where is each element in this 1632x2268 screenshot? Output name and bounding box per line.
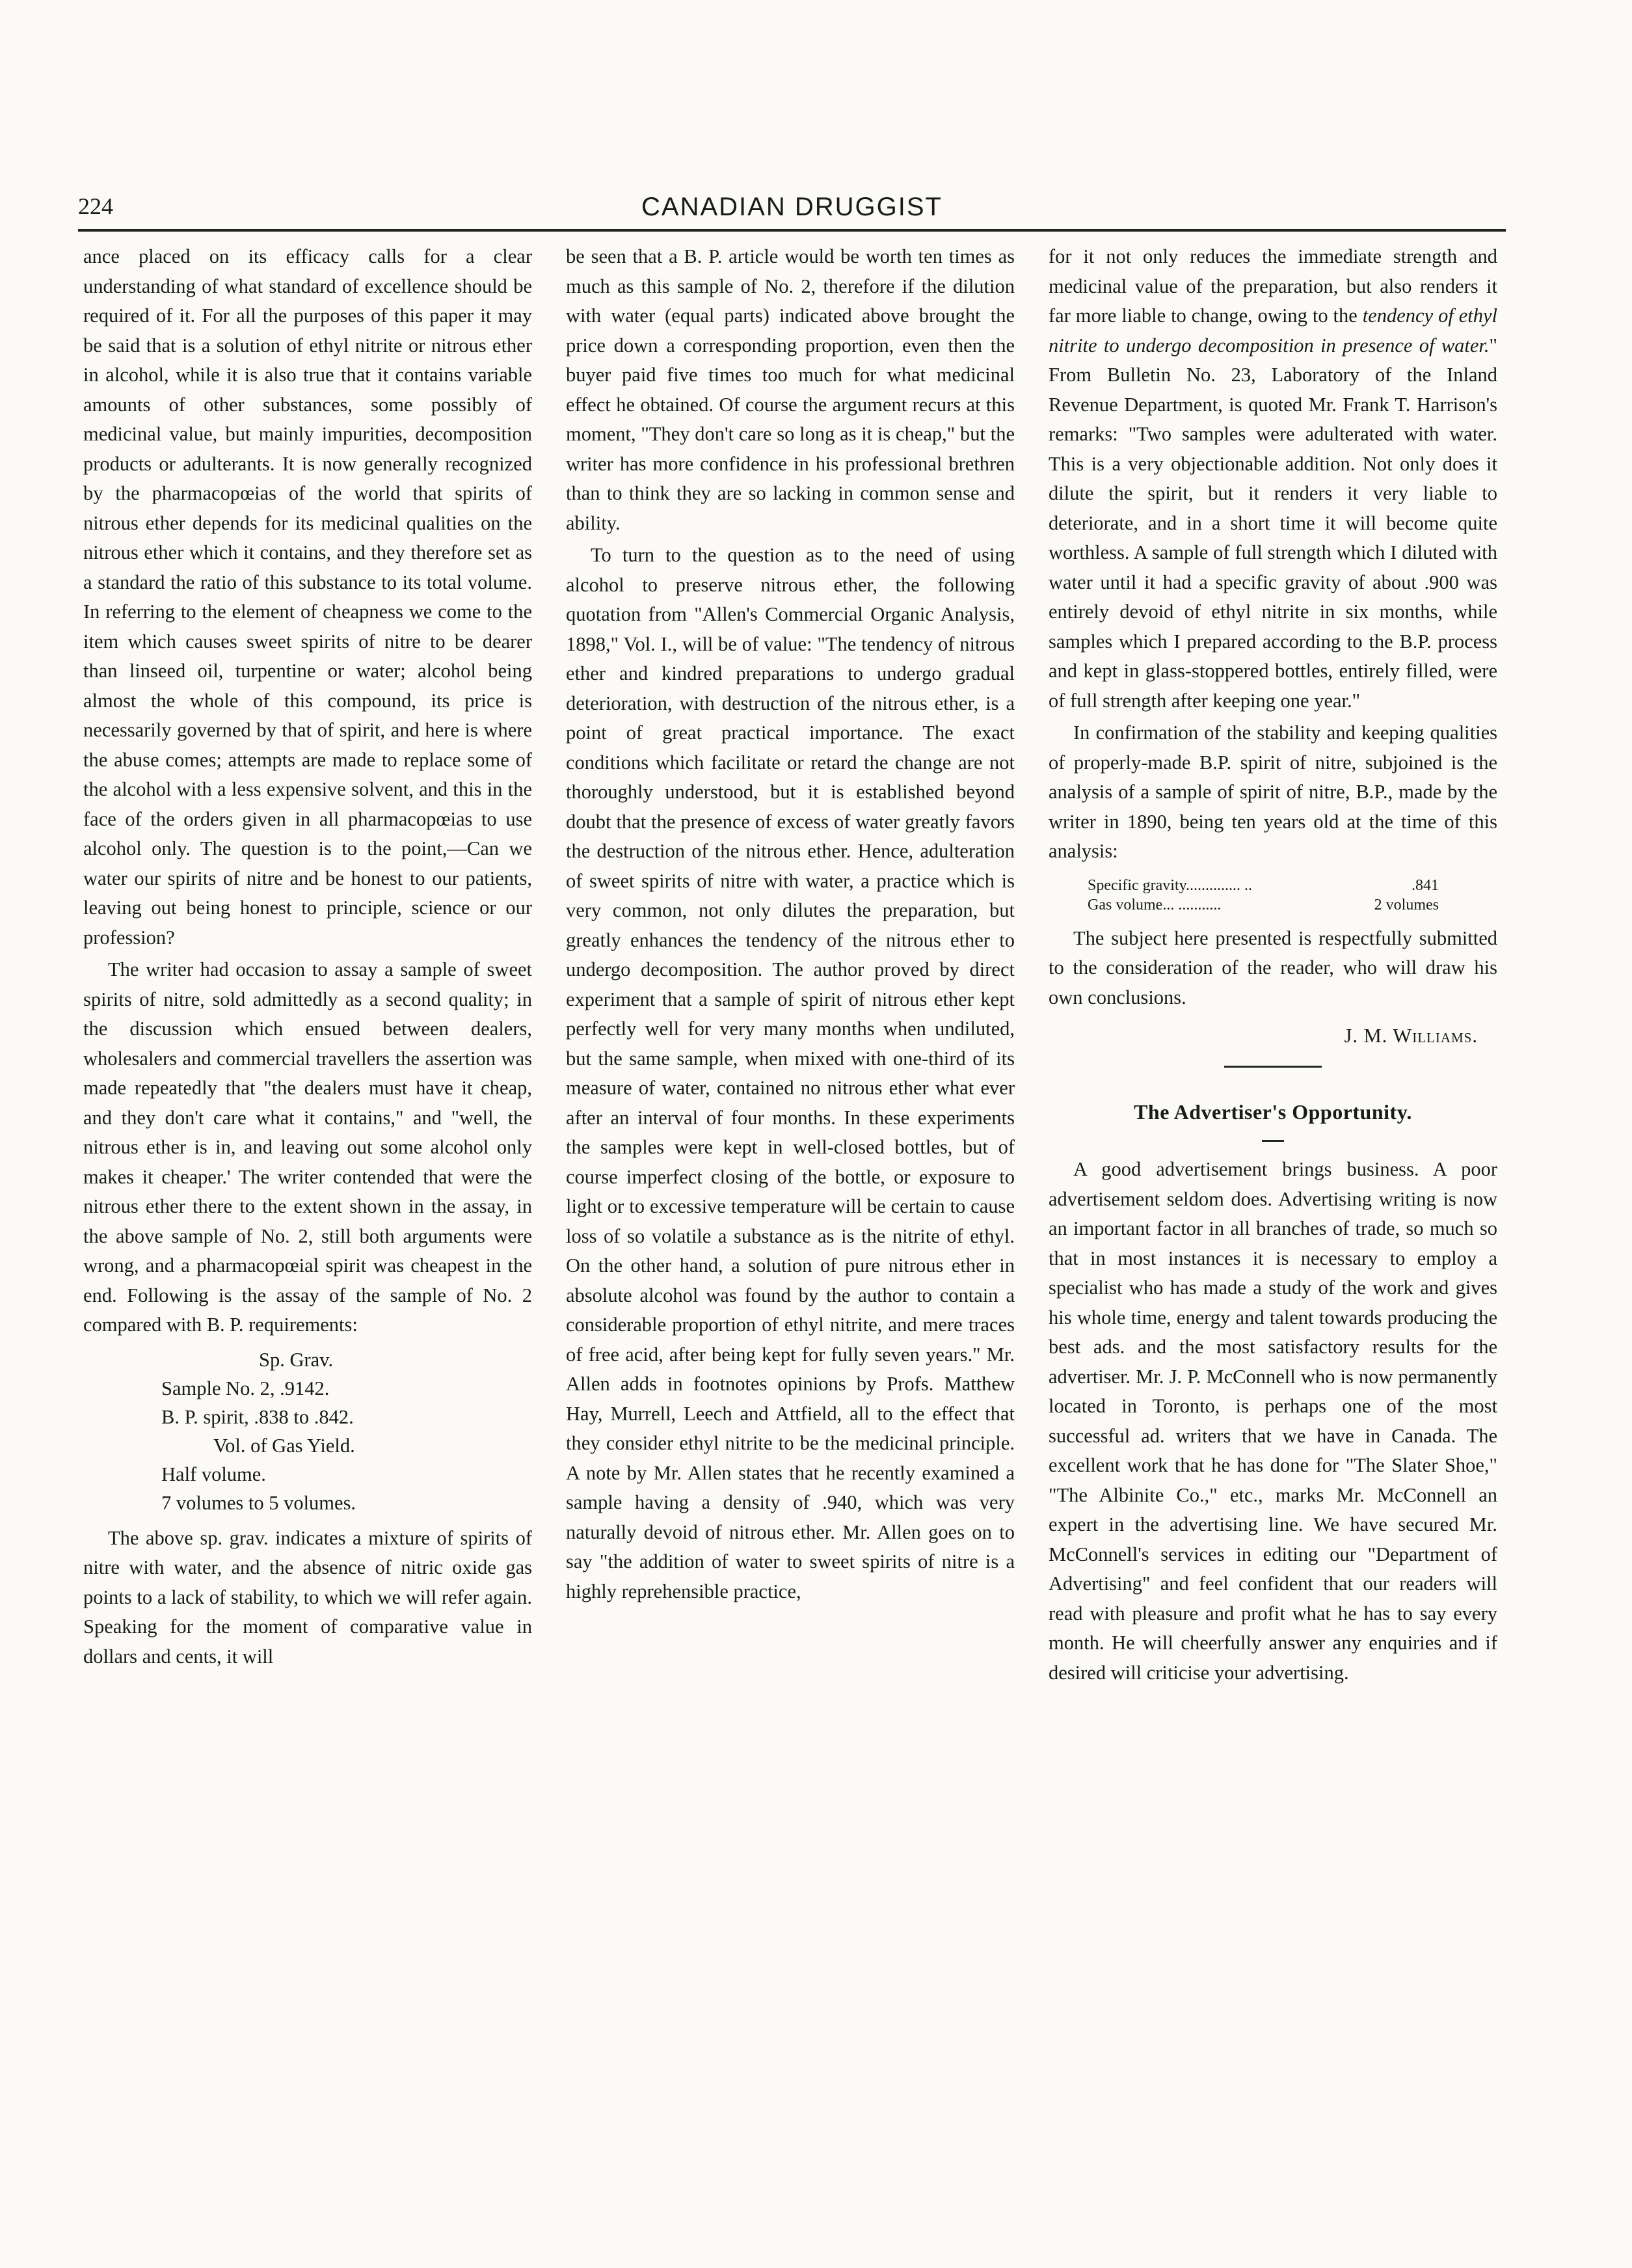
analysis-row [1088, 876, 1439, 895]
paragraph: The writer had occasion to assay a sample of sweet spirits of nitre, sold admittedly as a second quality; in the discussion which ensued between dealers, wholesalers and commercial travellers the assertion was made repeatedly that "the dealers must have it cheap, and they don't care what it contains," and "well, the nitrous ether is in, and leaving out some alcohol only makes it cheaper.' The writer contended that were the nitrous ether there to the extent shown in the assay, in the above sample of No. 2, still both arguments were wrong, and a pharmacopœial spirit was cheapest in the end. Following is the assay of the sample of No. 2 compared with B. P. requirements: [83, 958, 532, 1336]
paragraph: To turn to the question as to the need of using alcohol to preserve nitrous ether, the following quotation from "Allen's Commercial Organic Analysis, 1898," Vol. I., will be of value: "The tendency of nitrous ether and kindred preparations to undergo gradual deterioration, with destruction of the nitrous ether, is a point of great practical importance. The exact conditions which facilitate or retard the change are not thoroughly understood, but it is established beyond doubt that the presence of excess of water greatly favors the destruction of the nitrous ether. Hence, adulteration of sweet spirits of nitre with water, a practice which is very common, not only dilutes the preparation, but greatly enhances the tendency of the nitrous ether to undergo decomposition. The author proved by direct experiment that a sample of spirit of nitrous ether kept perfectly well for very many months when undiluted, but the same sample, when mixed with one-third of its measure of water, contained no nitrous ether what ever after an interval of four months. In these experiments the samples were kept in well-closed bottles, but of course imperfect closing of the bottle, or exposure to light or to excessive temperature will be certain to cause loss of so volatile a substance as is the nitrite of ethyl. On the other hand, a solution of pure nitrous ether in absolute alcohol was found by the author to contain a considerable proportion of ethyl nitrite, and mere traces of free acid, after being kept for fully seven years." Mr. Allen adds in footnotes opinions by Profs. Matthew Hay, Murrell, Leech and Attfield, all to the effect that they consider ethyl nitrite to be the medicinal principle. A note by Mr. Allen states that he recently examined a sample having a density of .940, which was very naturally devoid of nitrous ether. Mr. Allen goes on to say "the addition of water to sweet spirits of nitre is a highly reprehensible practice, [566, 544, 1015, 1602]
page-header [78, 193, 1506, 223]
assay-table [83, 1345, 532, 1517]
gas-volume-label: Gas volume... ........... [1088, 896, 1222, 913]
assay-sp-grav-heading: Sp. Grav. [259, 1348, 334, 1371]
specific-gravity-value: .841 [1411, 876, 1439, 894]
section-title: The Advertiser's Opportunity. [1134, 1100, 1412, 1124]
analysis-table [1088, 876, 1439, 915]
paragraph: In confirmation of the stability and keeping qualities of properly-made B.P. spirit of nitre, subjoined is the analysis of a sample of spirit of nitre, B.P., made by the writer in 1890, being ten years old at the time of this analysis: [1049, 722, 1497, 862]
assay-gas-heading: Vol. of Gas Yield. [213, 1434, 355, 1457]
header-rule [78, 229, 1506, 232]
gas-volume-value: 2 volumes [1374, 896, 1439, 913]
paragraph: The subject here presented is respectfully submitted to the consideration of the reader, who will draw his own conclusions. [1049, 926, 1497, 1008]
text-run: " From Bulletin No. 23, Laboratory of the Inland Revenue Department, is quoted Mr. Frank T. Harrison's remarks: "Two samples were adulterated with water. This is a very objectionable addition. Not only does it dilute the spirit, but it renders it very liable to deteriorate, and in a short time it will become quite worthless. A sample of full strength which I diluted with water until it had a specific gravity of about .900 was entirely devoid of ethyl nitrite in six months, while samples which I prepared according to the B.P. process and kept in glass-stoppered bottles, entirely filled, were of full strength after keeping one year." [1049, 334, 1497, 712]
assay-bp-line: B. P. spirit, .838 to .842. [161, 1405, 354, 1428]
italic-quote: tendency of ethyl nitrite to undergo decomposition in presence of water. [1049, 304, 1497, 357]
specific-gravity-label: Specific gravity.............. .. [1088, 876, 1253, 894]
column-3 [1049, 242, 1497, 2226]
paragraph: be seen that a B. P. article would be worth ten times as much as this sample of No. 2, therefore if the dilution with water (equal parts) indicated above brought the price down a corresponding proportion, even then the buyer paid five times too much for what medicinal effect he obtained. Of course the argument recurs at this moment, "They don't care so long as it is cheap," but the writer has more confidence in his professional brethren than to think they are so lacking in common sense and ability. [566, 245, 1015, 534]
assay-half-volume: Half volume. [161, 1463, 266, 1485]
title-dash [1262, 1140, 1284, 1142]
column-2 [566, 242, 1015, 2226]
section-divider [1224, 1066, 1322, 1068]
assay-volumes-line: 7 volumes to 5 volumes. [161, 1491, 356, 1514]
paragraph: The above sp. grav. indicates a mixture of spirits of nitre with water, and the absence of nitric oxide gas points to a lack of stability, to which we will refer again. Speaking for the moment of comparative value in dollars and cents, it will [83, 1526, 532, 1667]
journal-title: CANADIAN DRUGGIST [641, 193, 943, 221]
author-signature: J. M. Williams. [1344, 1025, 1478, 1047]
text-run: for it not only reduces the immediate strength and medicinal value of the preparation, but also renders it far more liable to change, owing to the [1049, 245, 1497, 327]
analysis-row [1088, 895, 1439, 915]
column-1 [83, 242, 532, 2226]
paragraph: ance placed on its efficacy calls for a clear understanding of what standard of excellence should be required of it. For all the purposes of this paper it may be said that is a solution of ethyl nitrite or nitrous ether in alcohol, while it is also true that it contains variable amounts of other substances, some possibly of medicinal value, but mainly impurities, decomposition products or adulterants. It is now generally recognized by the pharmacopœias of the world that spirits of nitrous ether depends for its medicinal qualities on the nitrous ether which it contains, and they therefore set as a standard the ratio of this substance to its total volume. In referring to the element of cheapness we come to the item which causes sweet spirits of nitre to be dearer than linseed oil, turpentine or water; alcohol being almost the whole of this compound, its price is necessarily governed by that of spirit, and here is where the abuse comes; attempts are made to replace some of the alcohol with a less expensive solvent, and this in the face of the orders given in all pharmacopœias to use alcohol only. The question is to the point,—Can we water our spirits of nitre and be honest to our patients, leaving out being honest to principle, science or our profession? [83, 245, 532, 949]
paragraph: A good advertisement brings business. A poor advertisement seldom does. Advertising writing is now an important factor in all branches of trade, so much so that in most instances it is necessary to employ a specialist who has made a study of the work and gives his whole time, energy and talent towards producing the best ads. and the most satisfactory results for the advertiser. Mr. J. P. McConnell who is now permanently located in Toronto, is perhaps one of the most successful ad. writers that we have in Canada. The excellent work that he has done for "The Slater Shoe," "The Albinite Co.," etc., marks Mr. McConnell an expert in the advertising line. We have secured Mr. McConnell's services in editing our "Department of Advertising" and feel confident that our readers will read with pleasure and profit what he has to say every month. He will cheerfully answer any enquiries and if desired will criticise your advertising. [1049, 1158, 1497, 1684]
paragraph [1049, 242, 1497, 716]
page-number: 224 [78, 193, 113, 219]
assay-sample-line: Sample No. 2, .9142. [161, 1377, 330, 1399]
